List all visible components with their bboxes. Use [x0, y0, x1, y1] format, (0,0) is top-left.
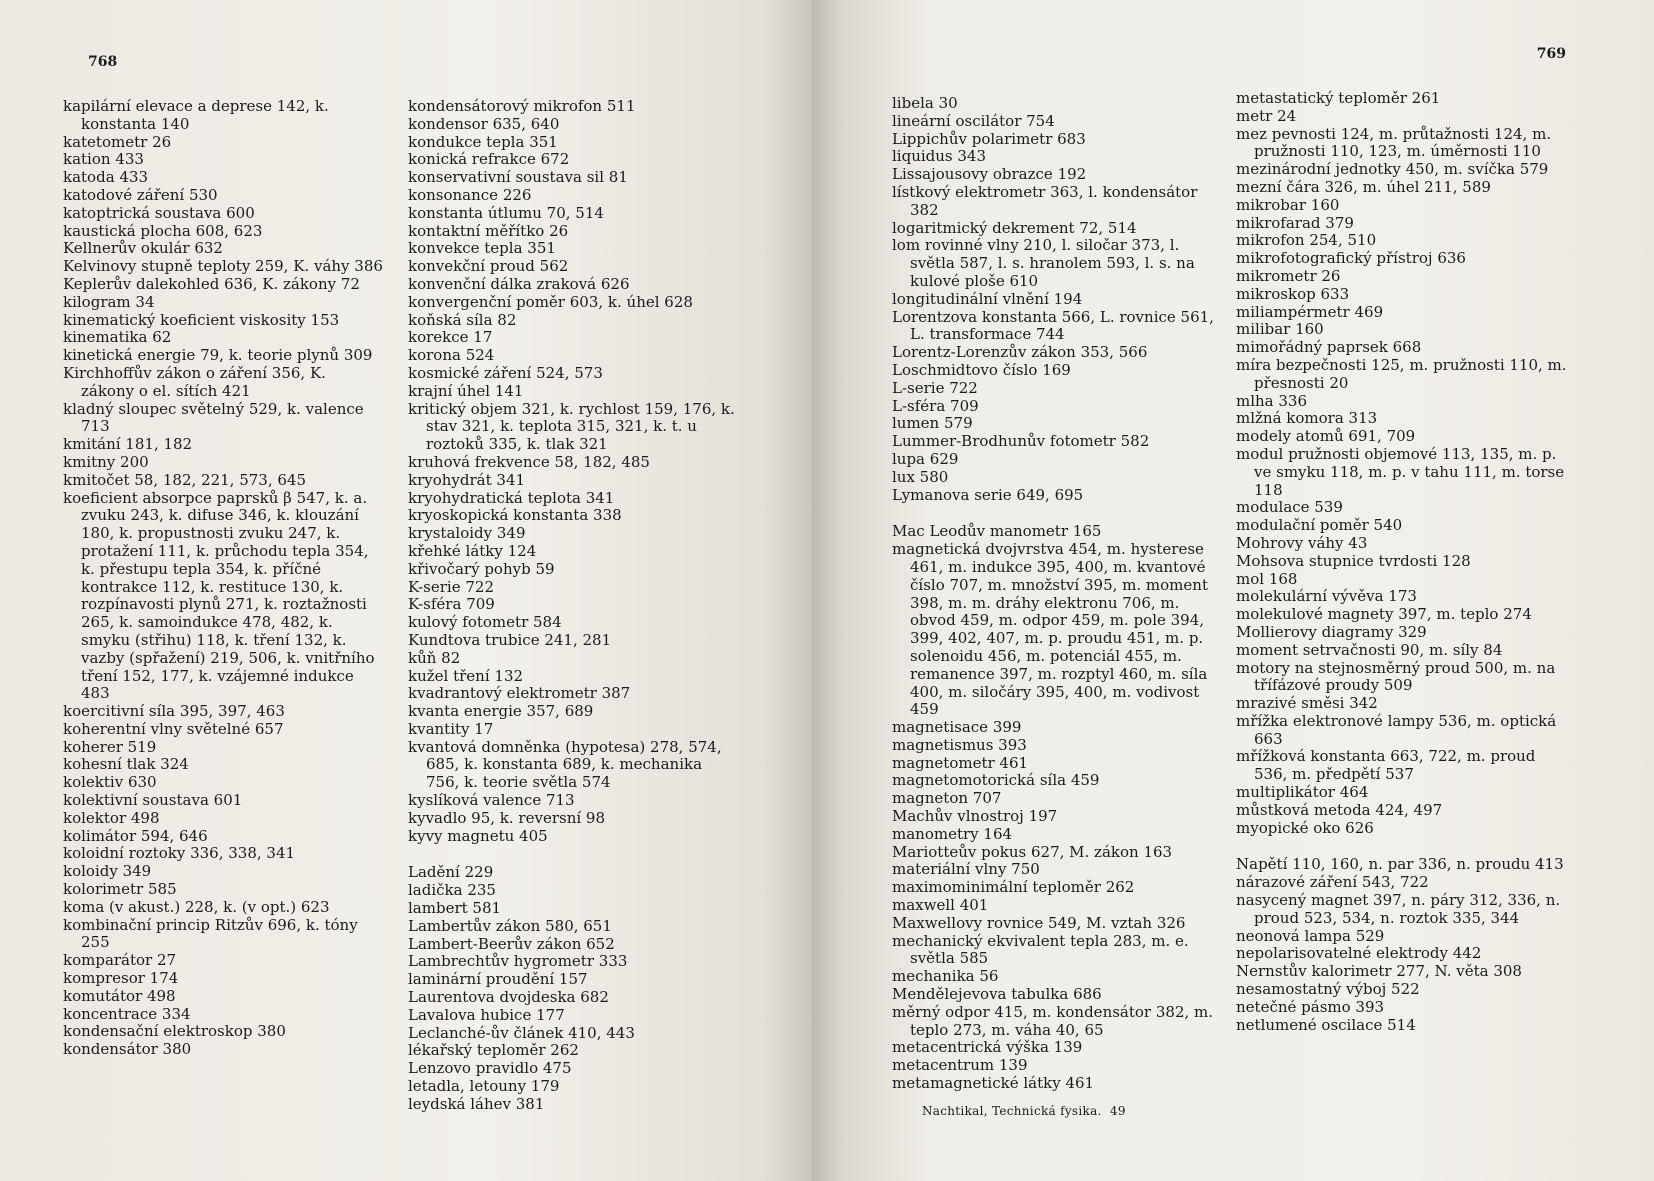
index-entry: kyvy magnetu 405 [408, 826, 548, 845]
index-entry: kvanta energie 357, 689 [408, 702, 594, 721]
index-entry: Kirchhoffův zákon o záření 356, K. zákony o el. sítích 421 [63, 363, 326, 400]
index-entry: multiplikátor 464 [1236, 783, 1369, 802]
index-entry: netlumené oscilace 514 [1236, 1015, 1416, 1034]
index-entry: Mendělejevova tabulka 686 [892, 985, 1102, 1004]
index-entry: lom rovinné vlny 210, l. siločar 373, l. světla 587, l. s. hranolem 593, l. s. na kulové ploše 610 [892, 236, 1195, 290]
index-entry: laminární proudění 157 [408, 970, 588, 989]
index-entry: konstanta útlumu 70, 514 [408, 203, 604, 222]
index-entry: molekulární vývěva 173 [1236, 587, 1417, 606]
index-entry: maximominimální teploměr 262 [892, 878, 1135, 897]
index-entry: katetometr 26 [63, 132, 172, 151]
index-entry: korona 524 [408, 346, 495, 365]
index-entry: kužel tření 132 [408, 666, 524, 685]
index-entry: Mohrovy váhy 43 [1236, 533, 1368, 552]
index-entry: Keplerův dalekohled 636, K. zákony 72 [63, 274, 360, 293]
index-entry: Lissajousovy obrazce 192 [892, 165, 1087, 184]
index-entry: koloidní roztoky 336, 338, 341 [63, 844, 296, 863]
index-entry: Ladění 229 [408, 863, 494, 882]
index-entry: kyslíková valence 713 [408, 791, 575, 810]
index-entry: míra bezpečnosti 125, m. pružnosti 110, m. přesnosti 20 [1236, 355, 1567, 392]
index-entry: nepolarisovatelné elektrody 442 [1236, 944, 1482, 963]
index-entry: konvekce tepla 351 [408, 239, 556, 258]
index-entry: nárazové záření 543, 722 [1236, 873, 1429, 892]
index-entry: kohesní tlak 324 [63, 755, 189, 774]
index-entry: Lippichův polarimetr 683 [892, 129, 1086, 148]
index-entry: mlžná komora 313 [1236, 409, 1378, 428]
index-entry: kyvadlo 95, k. reversní 98 [408, 808, 606, 827]
index-column-4 [1236, 90, 1568, 1034]
index-entry: koma (v akust.) 228, k. (v opt.) 623 [63, 897, 330, 916]
index-entry: letadla, letouny 179 [408, 1077, 560, 1096]
index-entry: mimořádný paprsek 668 [1236, 338, 1422, 357]
index-entry: L-serie 722 [892, 378, 978, 397]
index-entry: měrný odpor 415, m. kondensátor 382, m. teplo 273, m. váha 40, 65 [892, 1002, 1214, 1039]
index-entry: kondensátor 380 [63, 1040, 192, 1059]
index-entry: kmitny 200 [63, 452, 149, 471]
index-entry: mikrobar 160 [1236, 195, 1340, 214]
index-entry: konsonance 226 [408, 185, 532, 204]
index-entry: neonová lampa 529 [1236, 926, 1385, 945]
index-entry: kmitání 181, 182 [63, 435, 193, 454]
index-entry: kvadrantový elektrometr 387 [408, 684, 631, 703]
index-entry: mikrofotografický přístroj 636 [1236, 249, 1466, 268]
index-entry: kation 433 [63, 150, 144, 169]
index-entry: nesamostatný výboj 522 [1236, 980, 1420, 999]
index-entry: kolektiv 630 [63, 773, 157, 792]
index-entry: leydská láhev 381 [408, 1094, 545, 1113]
index-entry: molekulové magnety 397, m. teplo 274 [1236, 605, 1532, 624]
index-entry: Kelvinovy stupně teploty 259, K. váhy 386 [63, 257, 383, 276]
index-entry: kondukce tepla 351 [408, 132, 558, 151]
index-entry: Lavalova hubice 177 [408, 1005, 565, 1024]
index-entry: kůň 82 [408, 648, 461, 667]
index-entry: mlha 336 [1236, 391, 1308, 410]
index-entry: maxwell 401 [892, 896, 989, 915]
index-entry: metr 24 [1236, 106, 1297, 125]
index-entry: Mollierovy diagramy 329 [1236, 622, 1427, 641]
right-page [812, 0, 1654, 1181]
index-entry: nasycený magnet 397, n. páry 312, 336, n. proud 523, 534, n. roztok 335, 344 [1236, 891, 1561, 927]
index-entry: konická refrakce 672 [408, 150, 570, 169]
index-entry: kolimátor 594, 646 [63, 826, 208, 845]
index-entry: modely atomů 691, 709 [1236, 427, 1416, 446]
index-entry: kontaktní měřítko 26 [408, 221, 569, 240]
index-entry: kondensační elektroskop 380 [63, 1022, 286, 1041]
index-entry: Mac Leodův manometr 165 [892, 522, 1102, 541]
index-entry: můstková metoda 424, 497 [1236, 800, 1443, 819]
index-entry: kryohydrát 341 [408, 470, 526, 489]
index-entry: K-serie 722 [408, 577, 495, 596]
index-entry: Machův vlnostroj 197 [892, 807, 1058, 826]
index-entry: lékařský teploměr 262 [408, 1041, 579, 1060]
index-entry: koňská síla 82 [408, 310, 517, 329]
index-entry: kritický objem 321, k. rychlost 159, 176, k. stav 321, k. teplota 315, 321, k. t. u roztoků 335, k. tlak 321 [408, 399, 735, 454]
index-entry: myopické oko 626 [1236, 818, 1374, 837]
index-entry: konvenční dálka zraková 626 [408, 274, 630, 293]
index-entry: kvantová domněnka (hypotesa) 278, 574, 685, k. konstanta 689, k. mechanika 756, k. teorie světla 574 [408, 737, 722, 792]
index-entry: moment setrvačnosti 90, m. síly 84 [1236, 640, 1503, 659]
index-entry: mol 168 [1236, 569, 1298, 588]
left-page [0, 0, 812, 1181]
index-entry: mez pevnosti 124, m. průtažnosti 124, m. pružnosti 110, 123, m. úměrnosti 110 [1236, 124, 1552, 161]
index-entry: magnetisace 399 [892, 718, 1022, 737]
index-entry: kruhová frekvence 58, 182, 485 [408, 452, 650, 471]
index-entry: koeficient absorpce paprsků β 547, k. a. zvuku 243, k. difuse 346, k. klouzání 180, k. propustnosti zvuku 247, k. protažení 111, k. průchodu tepla 354, k. přestupu tepla 354, k. příčné kontrakce 112, k. restituce 130, k. rozpínavosti plynů 271, k. roztažnosti 265, k. samoindukce 478, 482, k. smyku (střihu) 118, k. tření 132, k. vazby (spřažení) 219, 506, k. vnitřního tření 152, 177, k. vzájemné indukce 483 [63, 488, 375, 703]
index-entry: Lambert-Beerův zákon 652 [408, 934, 615, 953]
index-entry: lístkový elektrometr 363, l. kondensátor 382 [892, 182, 1198, 219]
index-entry: Laurentova dvojdeska 682 [408, 988, 609, 1007]
index-entry: katoptrická soustava 600 [63, 203, 255, 222]
index-entry: koherentní vlny světelné 657 [63, 719, 284, 738]
index-column-1 [63, 98, 383, 1059]
index-entry: magnetomotorická síla 459 [892, 771, 1100, 790]
index-entry: Lenzovo pravidlo 475 [408, 1059, 572, 1078]
index-entry: K-sféra 709 [408, 595, 495, 614]
index-entry: modul pružnosti objemové 113, 135, m. p. ve smyku 118, m. p. v tahu 111, m. torse 118 [1236, 444, 1565, 499]
index-entry: mezinárodní jednotky 450, m. svíčka 579 [1236, 160, 1549, 179]
index-entry: kryohydratická teplota 341 [408, 488, 615, 507]
index-entry: koherer 519 [63, 737, 157, 756]
page-number-left: 768 [88, 54, 118, 70]
index-entry: lineární oscilátor 754 [892, 111, 1055, 130]
index-entry: lupa 629 [892, 449, 959, 468]
index-entry: lambert 581 [408, 899, 502, 918]
index-entry: mikroskop 633 [1236, 284, 1350, 303]
index-entry: metacentrická výška 139 [892, 1038, 1083, 1057]
index-entry: Maxwellovy rovnice 549, M. vztah 326 [892, 913, 1186, 932]
index-entry: mřížková konstanta 663, 722, m. proud 536, m. předpětí 537 [1236, 747, 1536, 784]
index-entry: Lambrechtův hygrometr 333 [408, 952, 628, 971]
index-entry: magnetometr 461 [892, 753, 1029, 772]
index-entry: longitudinální vlnění 194 [892, 289, 1083, 308]
index-entry: mechanika 56 [892, 967, 999, 986]
index-entry: koloidy 349 [63, 862, 152, 881]
index-entry: kilogram 34 [63, 292, 155, 311]
index-entry: konvergenční poměr 603, k. úhel 628 [408, 292, 693, 311]
index-entry: kombinační princip Ritzův 696, k. tóny 255 [63, 915, 358, 952]
index-entry: katodové záření 530 [63, 185, 218, 204]
index-entry: metamagnetické látky 461 [892, 1074, 1095, 1093]
index-entry: katoda 433 [63, 168, 149, 187]
footer-book-title: Nachtikal, Technická fysika. [922, 1104, 1102, 1118]
index-entry: křivočarý pohyb 59 [408, 559, 555, 578]
index-entry: kompresor 174 [63, 969, 179, 988]
index-entry: krajní úhel 141 [408, 381, 524, 400]
index-entry: lumen 579 [892, 414, 973, 433]
index-entry: manometry 164 [892, 824, 1013, 843]
index-entry: kinematický koeficient viskosity 153 [63, 310, 340, 329]
index-entry: metacentrum 139 [892, 1056, 1028, 1075]
index-entry: kinetická energie 79, k. teorie plynů 309 [63, 346, 373, 365]
index-entry: komutátor 498 [63, 986, 176, 1005]
index-entry: Mohsova stupnice tvrdosti 128 [1236, 551, 1471, 570]
index-entry: milibar 160 [1236, 320, 1324, 339]
index-entry: koncentrace 334 [63, 1004, 191, 1023]
index-entry: Nernstův kalorimetr 277, N. věta 308 [1236, 962, 1522, 981]
index-entry: materiální vlny 750 [892, 860, 1040, 879]
index-entry: modulace 539 [1236, 498, 1343, 517]
index-entry: mřížka elektronové lampy 536, m. optická 663 [1236, 711, 1557, 748]
index-entry: kondensátorový mikrofon 511 [408, 97, 636, 115]
index-entry: korekce 17 [408, 328, 493, 347]
index-entry: mezní čára 326, m. úhel 211, 589 [1236, 177, 1491, 196]
index-entry: metastatický teploměr 261 [1236, 89, 1441, 107]
index-entry: kladný sloupec světelný 529, k. valence 713 [63, 399, 364, 436]
index-entry: kvantity 17 [408, 719, 494, 738]
index-entry: L-sféra 709 [892, 396, 979, 415]
index-entry: Lorentzova konstanta 566, L. rovnice 561, L. transformace 744 [892, 307, 1214, 344]
index-entry: magnetismus 393 [892, 735, 1027, 754]
index-column-3 [892, 95, 1216, 1093]
index-entry: libela 30 [892, 94, 958, 112]
index-entry: netečné pásmo 393 [1236, 997, 1385, 1016]
index-entry: Lymanova serie 649, 695 [892, 485, 1084, 504]
index-entry: krystaloidy 349 [408, 524, 526, 543]
index-entry: mikrofon 254, 510 [1236, 231, 1377, 250]
index-entry: kosmické záření 524, 573 [408, 363, 603, 382]
index-entry: logaritmický dekrement 72, 514 [892, 218, 1137, 237]
page-footer [922, 1104, 1126, 1118]
index-entry: magneton 707 [892, 789, 1002, 808]
index-entry: kolektor 498 [63, 808, 160, 827]
index-entry: křehké látky 124 [408, 541, 537, 560]
index-entry: kmitočet 58, 182, 221, 573, 645 [63, 470, 306, 489]
index-entry: kondensor 635, 640 [408, 114, 560, 133]
index-entry: modulační poměr 540 [1236, 516, 1403, 535]
index-entry: mrazivé směsi 342 [1236, 694, 1378, 713]
index-entry: kapilární elevace a deprese 142, k. konstanta 140 [63, 97, 329, 133]
index-entry: koercitivní síla 395, 397, 463 [63, 702, 285, 721]
index-entry: kulový fotometr 584 [408, 613, 562, 632]
index-entry: ladička 235 [408, 881, 496, 900]
index-entry: magnetická dvojvrstva 454, m. hysterese 461, m. indukce 395, 400, m. kvantové číslo 707, m. množství 395, m. moment 398, m. m. dráhy elektronu 706, m. obvod 459, m. odpor 459, m. pole 394, 399, 402, 407, m. p. proudu 451, m. p. solenoidu 456, m. potenciál 455, m. remanence 397, m. rozptyl 460, m. síla 400, m. siločáry 395, 400, m. vodivost 459 [892, 540, 1208, 719]
index-entry: Kellnerův okulár 632 [63, 239, 223, 258]
index-entry: Lummer-Brodhunův fotometr 582 [892, 432, 1150, 451]
index-entry: Lorentz-Lorenzův zákon 353, 566 [892, 343, 1148, 362]
index-entry: konservativní soustava sil 81 [408, 168, 628, 187]
index-entry: liquidus 343 [892, 147, 987, 166]
index-entry: kolektivní soustava 601 [63, 791, 243, 810]
index-entry: miliampérmetr 469 [1236, 302, 1384, 321]
index-entry: kryoskopická konstanta 338 [408, 506, 622, 525]
index-entry: lux 580 [892, 467, 949, 486]
index-entry: mikrometr 26 [1236, 266, 1341, 285]
index-entry: Lambertův zákon 580, 651 [408, 916, 612, 935]
index-entry: Leclanché-ův článek 410, 443 [408, 1023, 635, 1042]
index-entry: mikrofarad 379 [1236, 213, 1354, 232]
footer-signature: 49 [1109, 1104, 1126, 1118]
index-entry: kinematika 62 [63, 328, 172, 347]
index-entry: kaustická plocha 608, 623 [63, 221, 263, 240]
index-entry: komparátor 27 [63, 951, 177, 970]
index-entry: mechanický ekvivalent tepla 283, m. e. světla 585 [892, 931, 1189, 968]
index-entry: Loschmidtovo číslo 169 [892, 360, 1071, 379]
index-entry: Mariotteův pokus 627, M. zákon 163 [892, 842, 1173, 861]
index-entry: kolorimetr 585 [63, 880, 177, 899]
index-entry: konvekční proud 562 [408, 257, 569, 276]
index-entry: Napětí 110, 160, n. par 336, n. proudu 413 [1236, 855, 1564, 874]
index-entry: motory na stejnosměrný proud 500, m. na třífázové proudy 509 [1236, 658, 1556, 695]
index-entry: Kundtova trubice 241, 281 [408, 630, 612, 649]
index-column-2 [408, 98, 736, 1114]
page-number-right: 769 [1536, 46, 1566, 62]
